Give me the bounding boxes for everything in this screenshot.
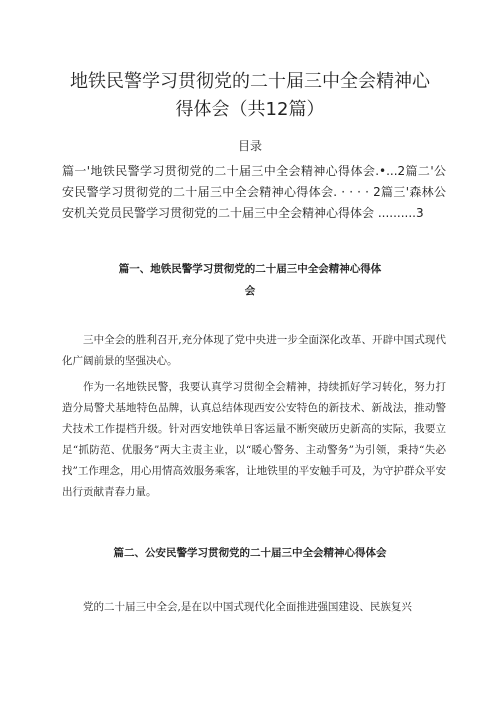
title-line-2: 得体会（共12篇）	[175, 99, 325, 120]
toc-entries: 篇一'地铁民警学习贯彻党的二十届三中全会精神心得体会.•...2篇二'公安民警学习贯彻党的二十届三中全会精神心得体会. · · · · 2篇三'森林公安机关党员民警学习贯彻党的二十届三中全会精神心得体会 ..........3	[62, 164, 446, 220]
section-1-heading-line-1: 篇一、地铁民警学习贯彻党的二十届三中全会精神心得体	[118, 263, 382, 275]
toc-heading: 目录	[237, 139, 262, 153]
title-line-1: 地铁民警学习贯彻党的二十届三中全会精神心	[70, 71, 430, 92]
section-1-paragraph-2: 作为一名地铁民警，我要认真学习贯彻全会精神，持续抓好学习转化，努力打造分局警犬基地特色品牌，认真总结体现西安公安特色的新技术、新战法，推动警犬技术工作提档升级。针对西安地铁单日客运量不断突破历史新高的实际，我要立足“抓防范、优服务”两大主责主业，以“暖心警务、主动警务”为引领，秉持“失必找”工作理念，用心用情高效服务乘客，让地铁里的平安触手可及，为守护群众平安出行贡献青春力量。	[62, 381, 446, 498]
section-1-heading	[60, 258, 440, 302]
section-2-paragraph-1: 党的二十届三中全会,是在以中国式现代化全面推进强国建设、民族复兴	[83, 601, 412, 613]
section-2-heading: 篇二、公安民警学习贯彻党的二十届三中全会精神心得体会	[113, 547, 387, 559]
document-title	[40, 68, 460, 124]
section-1-paragraph-1: 三中全会的胜利召开,充分体现了党中央进一步全面深化改革、开辟中国式现代化广阔前景的坚强决心。	[62, 334, 446, 367]
section-1-heading-line-2: 会	[244, 285, 256, 297]
